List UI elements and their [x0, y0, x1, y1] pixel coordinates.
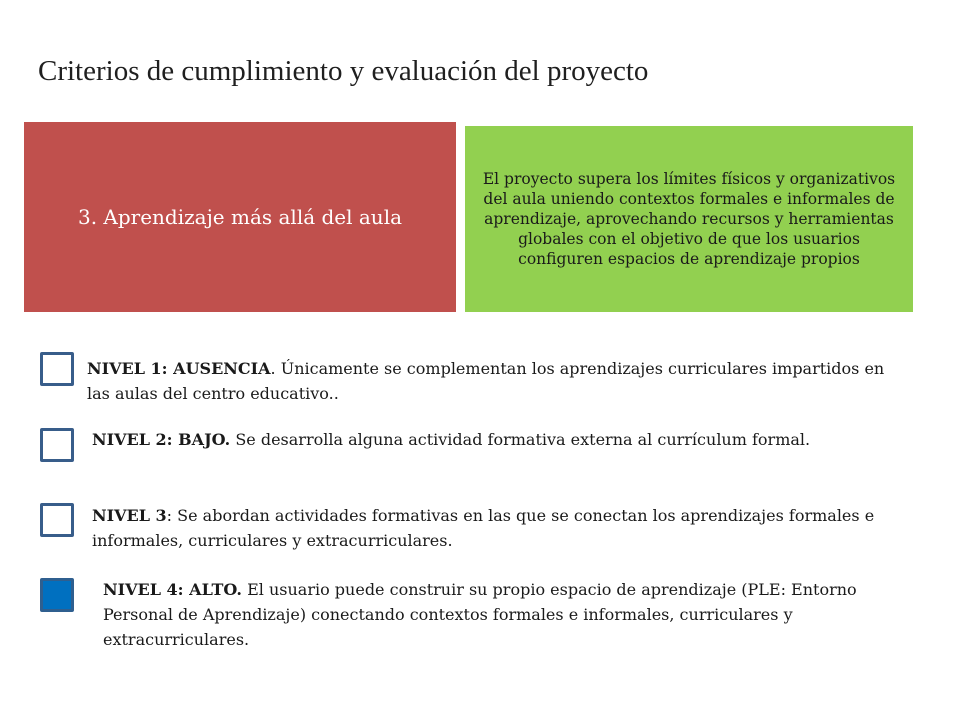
level-4-text: [103, 577, 913, 652]
level-4-description: El usuario puede construir su propio espacio de aprendizaje (PLE: Entorno Personal de Aprendizaje) conectando contextos formales e informales, curriculares y extracurriculares.: [103, 580, 857, 649]
level-2-description: Se desarrolla alguna actividad formativa externa al currículum formal.: [230, 430, 811, 449]
level-3-text: [92, 503, 882, 553]
criterion-description: El proyecto supera los límites físicos y organizativos del aula uniendo contextos formales e informales de aprendizaje, aprovechando recursos y herramientas globales con el objetivo de que los usuarios configuren espacios de aprendizaje propios: [482, 170, 896, 268]
level-2-heading: NIVEL 2: BAJO.: [92, 430, 231, 449]
level-2-checkbox[interactable]: [40, 428, 74, 462]
level-1-heading: NIVEL 1: AUSENCIA: [87, 359, 271, 378]
level-1-text: [87, 356, 887, 406]
criterion-box: [24, 122, 456, 312]
level-1-checkbox[interactable]: [40, 352, 74, 386]
level-1-description: . Únicamente se complementan los aprendizajes curriculares impartidos en las aulas del centro educativo..: [87, 359, 885, 403]
level-3-description: : Se abordan actividades formativas en las que se conectan los aprendizajes formales e informales, curriculares y extracurriculares.: [92, 506, 875, 550]
level-3-checkbox[interactable]: [40, 503, 74, 537]
level-2-text: [92, 427, 882, 452]
level-4-checkbox[interactable]: [40, 578, 74, 612]
criterion-description-box: [465, 126, 913, 312]
level-4-heading: NIVEL 4: ALTO.: [103, 580, 242, 599]
page-title: Criterios de cumplimiento y evaluación del proyecto: [38, 55, 649, 87]
criterion-label: 3. Aprendizaje más allá del aula: [77, 205, 403, 229]
level-3-heading: NIVEL 3: [92, 506, 167, 525]
